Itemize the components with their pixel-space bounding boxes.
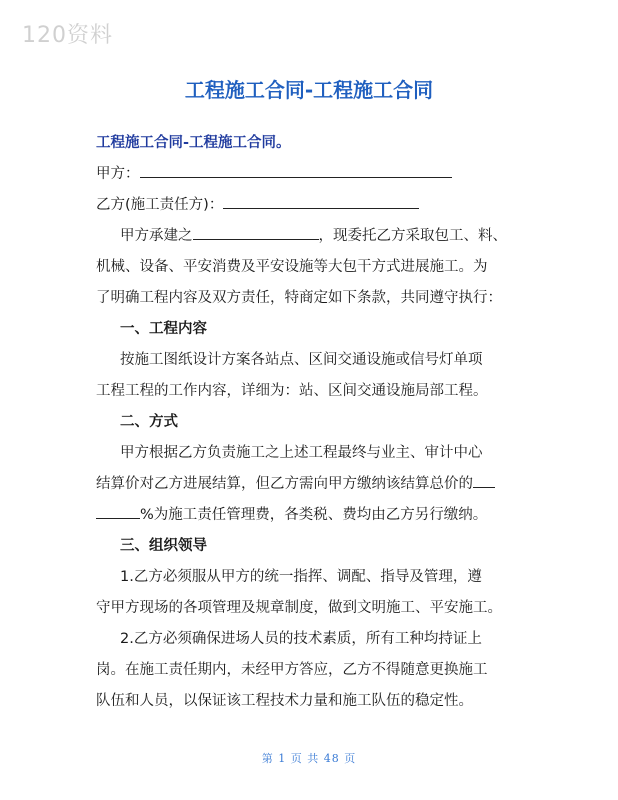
paragraph-line: 了明确工程内容及双方责任，特商定如下条款，共同遵守执行： bbox=[96, 290, 502, 306]
paragraph-line: 按施工图纸设计方案各站点、区间交通设施或信号灯单项 bbox=[120, 352, 483, 368]
paragraph-line: 1.乙方必须服从甲方的统一指挥、调配、指导及管理，遵 bbox=[120, 569, 482, 585]
party-a-line bbox=[96, 159, 556, 190]
section-heading: 三、组织领导 bbox=[120, 538, 207, 554]
party-b-label: 乙方(施工责任方)： bbox=[96, 197, 224, 213]
paragraph-line bbox=[96, 221, 556, 252]
paragraph-line: 2.乙方必须确保进场人员的技术素质，所有工种均持证上 bbox=[120, 631, 482, 647]
paragraph-text: ，现委托乙方采取包工、料、 bbox=[318, 228, 507, 244]
section-heading: 二、方式 bbox=[120, 414, 178, 430]
project-blank bbox=[193, 224, 319, 240]
paragraph-line: 工程工程的工作内容，详细为：站、区间交通设施局部工程。 bbox=[96, 383, 488, 399]
paragraph-line: 守甲方现场的各项管理及规章制度，做到文明施工、平安施工。 bbox=[96, 600, 502, 616]
paragraph-text: 结算价对乙方进展结算，但乙方需向甲方缴纳该结算总价的 bbox=[96, 476, 473, 492]
paragraph-line: 甲方根据乙方负责施工之上述工程最终与业主、审计中心 bbox=[120, 445, 483, 461]
document-title: 工程施工合同-工程施工合同 bbox=[184, 78, 434, 102]
fee-blank-start bbox=[96, 503, 140, 519]
paragraph-line: 队伍和人员，以保证该工程技术力量和施工队伍的稳定性。 bbox=[96, 693, 473, 709]
paragraph-text: 甲方承建之 bbox=[120, 228, 193, 244]
party-b-line bbox=[96, 190, 556, 221]
paragraph-line: 岗。在施工责任期内，未经甲方答应，乙方不得随意更换施工 bbox=[96, 662, 488, 678]
party-a-blank bbox=[140, 162, 452, 178]
paragraph-line bbox=[96, 469, 556, 500]
paragraph-text: %为施工责任管理费，各类税、费均由乙方另行缴纳。 bbox=[140, 507, 488, 523]
document-body bbox=[96, 128, 556, 717]
document-subtitle: 工程施工合同-工程施工合同。 bbox=[96, 135, 291, 151]
page-number: 第 1 页 共 48 页 bbox=[261, 752, 357, 765]
fee-blank-end bbox=[473, 472, 495, 488]
party-a-label: 甲方： bbox=[96, 166, 140, 182]
watermark: 120资料 bbox=[22, 23, 113, 48]
paragraph-line bbox=[96, 500, 556, 531]
paragraph-line: 机械、设备、平安消费及平安设施等大包干方式进展施工。为 bbox=[96, 259, 488, 275]
party-b-blank bbox=[223, 193, 419, 209]
section-heading: 一、工程内容 bbox=[120, 321, 207, 337]
